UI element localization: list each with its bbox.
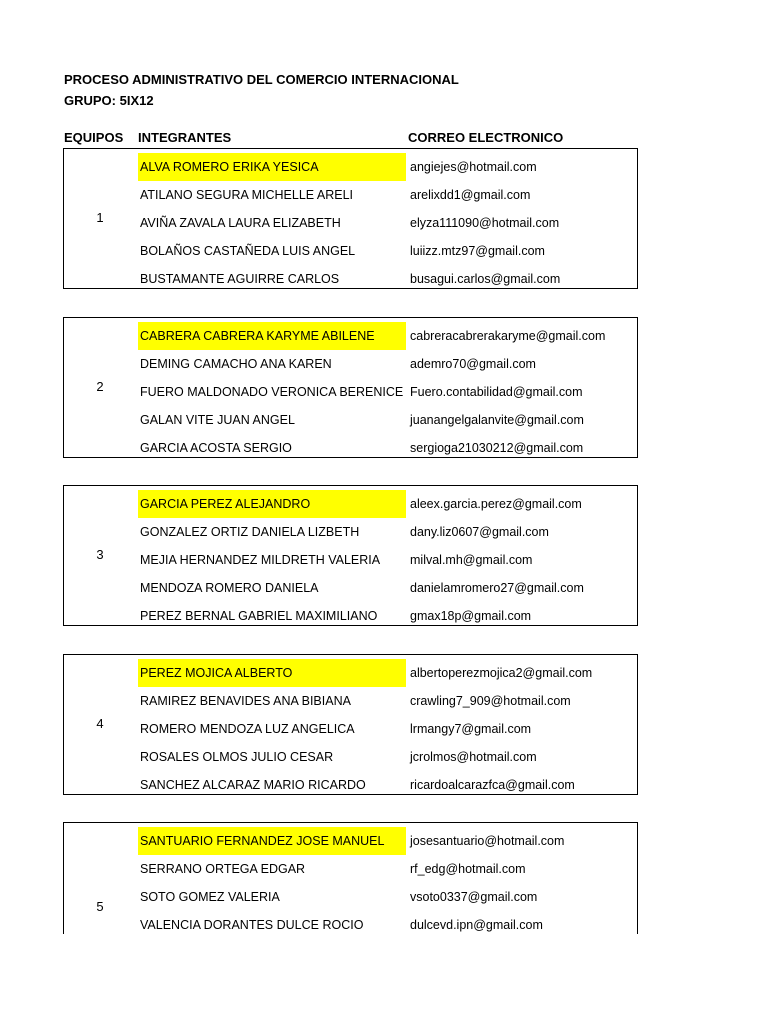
member-email: danielamromero27@gmail.com	[410, 581, 584, 595]
member-email: ricardoalcarazfca@gmail.com	[410, 778, 575, 792]
table-row	[64, 687, 637, 715]
member-email: luiizz.mtz97@gmail.com	[410, 244, 545, 258]
member-email: lrmangy7@gmail.com	[410, 722, 532, 736]
member-name: ROSALES OLMOS JULIO CESAR	[140, 750, 334, 764]
member-name: AVIÑA ZAVALA LAURA ELIZABETH	[140, 216, 341, 230]
member-name: VALENCIA DORANTES DULCE ROCIO	[140, 918, 364, 932]
member-email: milval.mh@gmail.com	[410, 553, 533, 567]
team-number: 1	[96, 210, 104, 225]
table-row	[64, 406, 637, 434]
member-name: GONZALEZ ORTIZ DANIELA LIZBETH	[140, 525, 360, 539]
member-name: MEJIA HERNANDEZ MILDRETH VALERIA	[140, 553, 381, 567]
member-email: juanangelgalanvite@gmail.com	[410, 413, 584, 427]
member-email: arelixdd1@gmail.com	[410, 188, 531, 202]
member-name: RAMIREZ BENAVIDES ANA BIBIANA	[140, 694, 351, 708]
member-email: busagui.carlos@gmail.com	[410, 272, 561, 286]
table-row	[64, 153, 637, 181]
table-row	[64, 827, 637, 855]
member-email: jcrolmos@hotmail.com	[410, 750, 537, 764]
member-email: crawling7_909@hotmail.com	[410, 694, 571, 708]
table-row	[64, 322, 637, 350]
header-integrantes: INTEGRANTES	[138, 130, 232, 145]
member-email: cabreracabrerakaryme@gmail.com	[410, 329, 606, 343]
group-label: GRUPO: 5IX12	[64, 93, 154, 108]
table-row	[64, 434, 637, 462]
document-title: PROCESO ADMINISTRATIVO DEL COMERCIO INTERNACIONAL	[64, 72, 459, 87]
member-name: FUERO MALDONADO VERONICA BERENICE	[140, 385, 404, 399]
team-block-4	[63, 654, 638, 795]
table-row	[64, 602, 637, 630]
member-email: sergioga21030212@gmail.com	[410, 441, 584, 455]
team-block-1	[63, 148, 638, 289]
member-name-leader: GARCIA PEREZ ALEJANDRO	[138, 490, 406, 518]
member-email: dany.liz0607@gmail.com	[410, 525, 549, 539]
member-name: BUSTAMANTE AGUIRRE CARLOS	[140, 272, 340, 286]
member-name: ATILANO SEGURA MICHELLE ARELI	[140, 188, 354, 202]
member-email: Fuero.contabilidad@gmail.com	[410, 385, 583, 399]
team-number: 4	[96, 716, 104, 731]
member-email: albertoperezmojica2@gmail.com	[410, 666, 593, 680]
member-email: dulcevd.ipn@gmail.com	[410, 918, 543, 932]
member-email: angiejes@hotmail.com	[410, 160, 537, 174]
member-name: GALAN VITE JUAN ANGEL	[140, 413, 295, 427]
member-name-leader: ALVA ROMERO ERIKA YESICA	[138, 153, 406, 181]
member-email: aleex.garcia.perez@gmail.com	[410, 497, 582, 511]
member-name-leader: PEREZ MOJICA ALBERTO	[138, 659, 406, 687]
table-row	[64, 743, 637, 771]
table-row	[64, 771, 637, 799]
member-email: gmax18p@gmail.com	[410, 609, 532, 623]
table-row	[64, 659, 637, 687]
member-name-leader: CABRERA CABRERA KARYME ABILENE	[138, 322, 406, 350]
member-email: vsoto0337@gmail.com	[410, 890, 538, 904]
member-name: SOTO GOMEZ VALERIA	[140, 890, 280, 904]
header-correo: CORREO ELECTRONICO	[408, 130, 564, 145]
table-row	[64, 883, 637, 911]
team-number: 3	[96, 547, 104, 562]
member-name: GARCIA ACOSTA SERGIO	[140, 441, 292, 455]
member-name: SANCHEZ ALCARAZ MARIO RICARDO	[140, 778, 366, 792]
team-number: 2	[96, 379, 104, 394]
table-row	[64, 209, 637, 237]
table-row	[64, 518, 637, 546]
member-name: SERRANO ORTEGA EDGAR	[140, 862, 306, 876]
team-block-5	[63, 822, 638, 934]
team-block-3	[63, 485, 638, 626]
member-email: elyza111090@hotmail.com	[410, 216, 560, 230]
member-email: ademro70@gmail.com	[410, 357, 536, 371]
member-name: ROMERO MENDOZA LUZ ANGELICA	[140, 722, 355, 736]
table-row	[64, 237, 637, 265]
member-email: rf_edg@hotmail.com	[410, 862, 526, 876]
member-name: BOLAÑOS CASTAÑEDA LUIS ANGEL	[140, 244, 356, 258]
member-name: MENDOZA ROMERO DANIELA	[140, 581, 319, 595]
member-email: josesantuario@hotmail.com	[410, 834, 565, 848]
table-row	[64, 911, 637, 939]
team-number: 5	[96, 899, 104, 914]
table-row	[64, 855, 637, 883]
header-equipos: EQUIPOS	[64, 130, 124, 145]
table-row	[64, 546, 637, 574]
member-name: PEREZ BERNAL GABRIEL MAXIMILIANO	[140, 609, 378, 623]
table-row	[64, 265, 637, 293]
table-row	[64, 490, 637, 518]
member-name-leader: SANTUARIO FERNANDEZ JOSE MANUEL	[138, 827, 406, 855]
table-row	[64, 181, 637, 209]
table-row	[64, 378, 637, 406]
table-row	[64, 715, 637, 743]
table-row	[64, 350, 637, 378]
table-row	[64, 574, 637, 602]
member-name: DEMING CAMACHO ANA KAREN	[140, 357, 332, 371]
team-block-2	[63, 317, 638, 458]
